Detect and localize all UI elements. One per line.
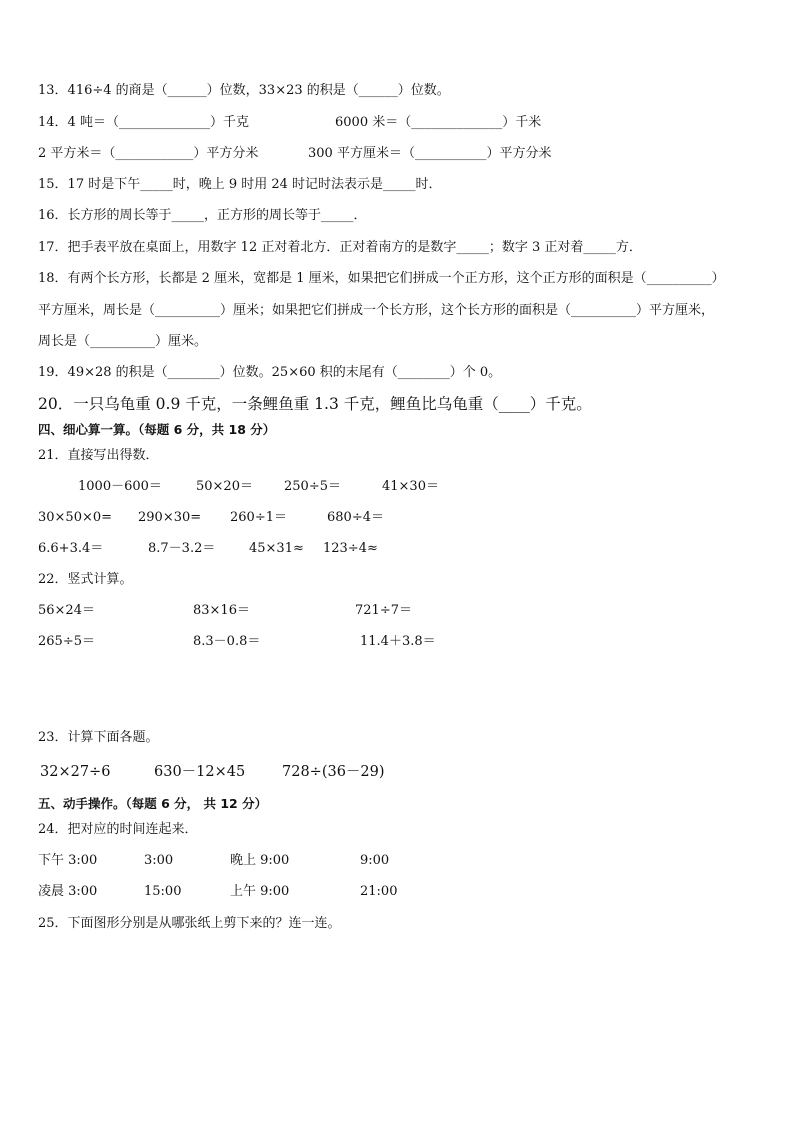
time-item: 15:00 [144,884,182,899]
mental-math-item: 41×30＝ [382,479,439,494]
question-23-title: 23．计算下面各题。 [38,730,159,745]
time-item: 9:00 [360,853,390,868]
mental-math-item: 45×31≈ [249,541,304,556]
section-4-heading: 四、细心算一算。（每题 6 分，共 18 分） [38,422,276,437]
vertical-calc-item: 721÷7＝ [355,603,412,618]
question-13: 13．416÷4 的商是（______）位数，33×23 的积是（______）位数。 [38,83,450,98]
section-5-heading: 五、动手操作。（每题 6 分， 共 12 分） [38,796,268,811]
mental-math-item: 8.7－3.2＝ [148,541,216,556]
mental-math-item: 50×20＝ [196,479,253,494]
vertical-calc-item: 83×16＝ [193,603,250,618]
question-14-right: 6000 米＝（______________）千米 [335,115,542,130]
time-item: 凌晨 3:00 [38,884,98,899]
vertical-calc-item: 11.4＋3.8＝ [360,634,436,649]
question-15: 15．17 时是下午_____时，晚上 9 时用 24 时记时法表示是_____时． [38,177,442,192]
question-22-title: 22．竖式计算。 [38,572,133,587]
expression-item: 630－12×45 [154,764,246,780]
expression-item: 32×27÷6 [40,764,111,780]
question-24-title: 24．把对应的时间连起来． [38,822,198,837]
question-18-line-2: 平方厘米，周长是（__________）厘米；如果把它们拼成一个长方形，这个长方形的面积是（__________）平方厘米， [38,303,715,318]
vertical-calc-item: 56×24＝ [38,603,95,618]
question-14b-right: 300 平方厘米＝（___________）平方分米 [308,146,552,161]
question-16: 16．长方形的周长等于_____，正方形的周长等于_____． [38,208,367,223]
mental-math-item: 6.6+3.4＝ [38,541,104,556]
time-item: 3:00 [144,853,174,868]
question-14b-left: 2 平方米＝（____________）平方分米 [38,146,259,161]
time-item: 晚上 9:00 [230,853,290,868]
mental-math-item: 250÷5＝ [284,479,341,494]
question-18-line-3: 周长是（__________）厘米。 [38,334,208,349]
mental-math-item: 680÷4＝ [327,510,384,525]
question-20: 20．一只乌龟重 0.9 千克，一条鲤鱼重 1.3 千克，鲤鱼比乌龟重（____）千克。 [38,395,592,413]
question-18-line-1: 18．有两个长方形，长都是 2 厘米，宽都是 1 厘米，如果把它们拼成一个正方形，这个正方形的面积是（__________） [38,271,725,286]
mental-math-item: 1000－600＝ [78,479,162,494]
mental-math-item: 260÷1＝ [230,510,287,525]
time-item: 21:00 [360,884,398,899]
expression-item: 728÷(36－29) [282,764,385,780]
question-17: 17．把手表平放在桌面上，用数字 12 正对着北方．正对着南方的是数字_____；数字 3 正对着_____方． [38,240,642,255]
question-25: 25．下面图形分别是从哪张纸上剪下来的？连一连。 [38,916,341,931]
question-19: 19．49×28 的积是（________）位数。25×60 积的末尾有（________）个 0。 [38,365,502,380]
mental-math-item: 30×50×0= [38,510,113,525]
mental-math-item: 290×30= [138,510,202,525]
question-14-left: 14．4 吨＝（______________）千克 [38,115,249,130]
vertical-calc-item: 265÷5＝ [38,634,95,649]
time-item: 下午 3:00 [38,853,98,868]
question-21-title: 21．直接写出得数． [38,448,159,463]
vertical-calc-item: 8.3－0.8＝ [193,634,261,649]
time-item: 上午 9:00 [230,884,290,899]
mental-math-item: 123÷4≈ [323,541,378,556]
